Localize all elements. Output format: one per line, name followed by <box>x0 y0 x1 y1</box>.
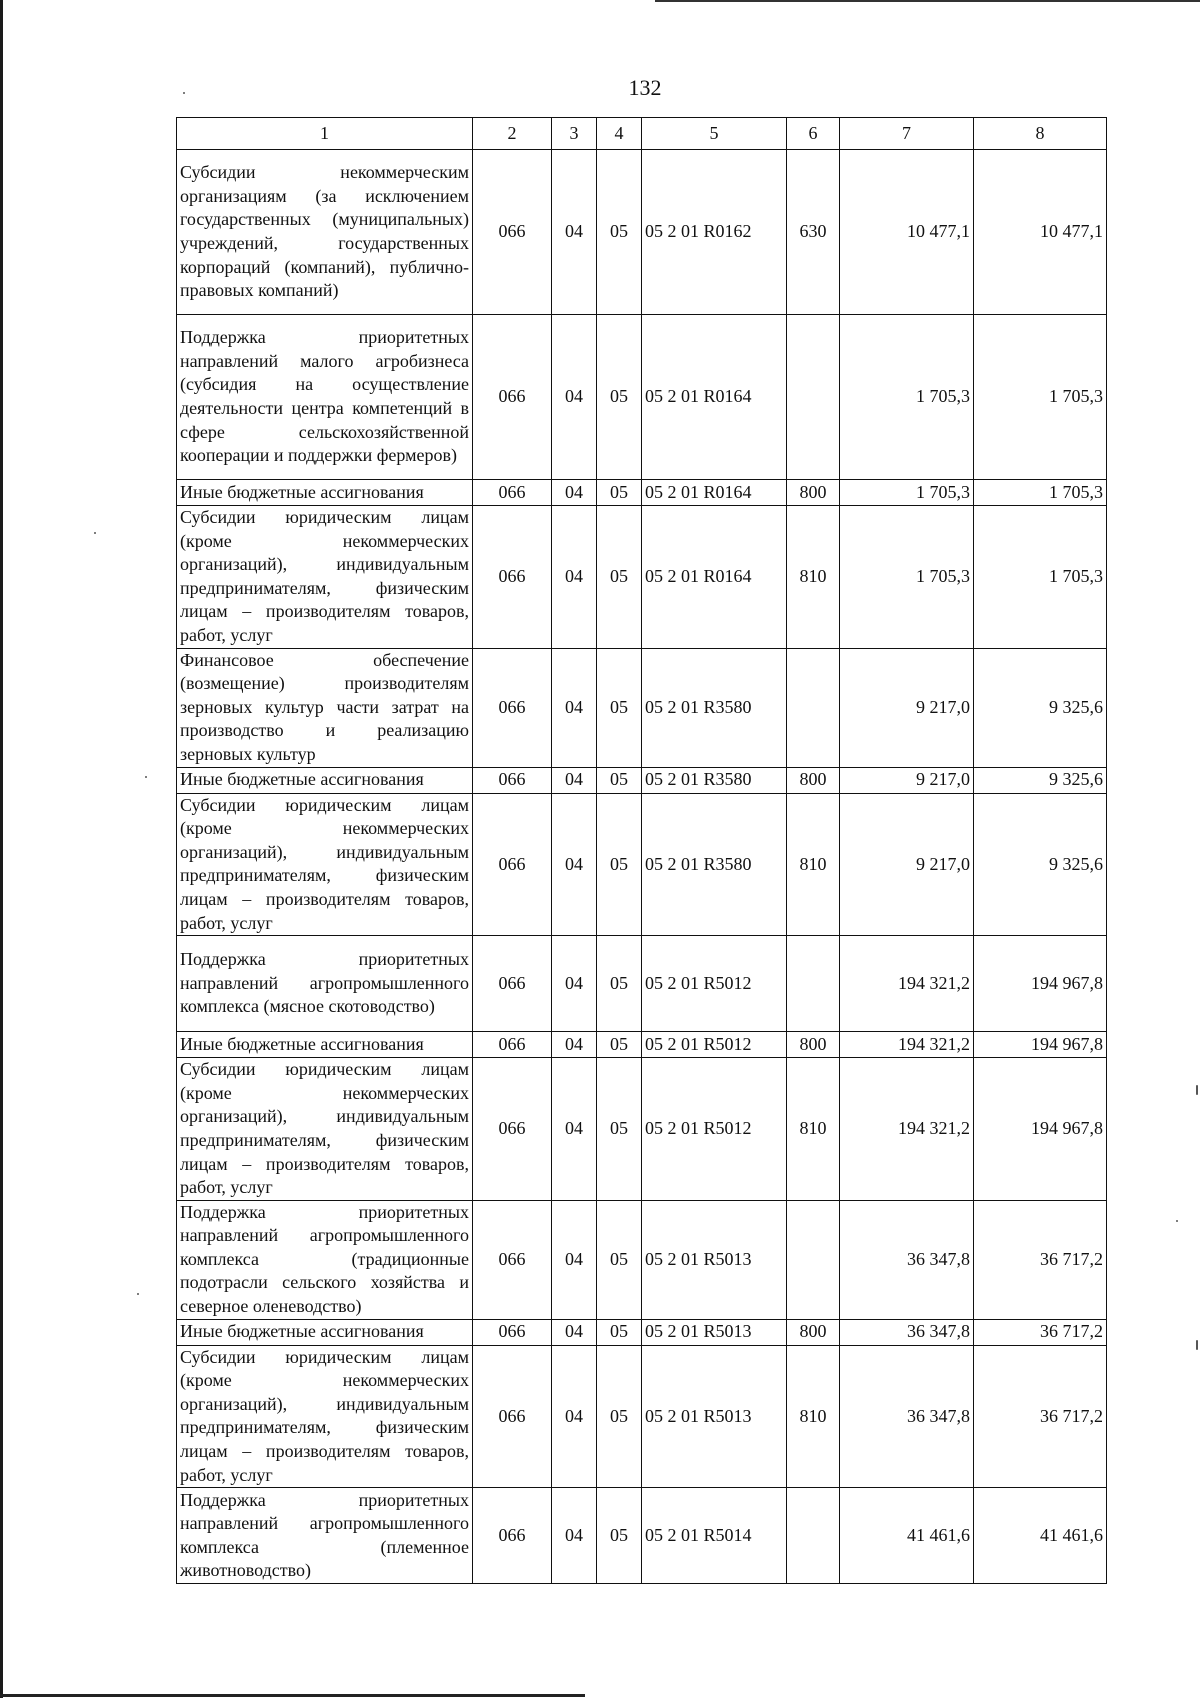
scan-speck <box>1196 1085 1198 1095</box>
table-row <box>177 1319 1107 1345</box>
cell-amount-2: 36 717,2 <box>974 1345 1107 1488</box>
cell-amount-1: 1 705,3 <box>840 315 974 480</box>
row-name: Поддержка приоритетных направлений малого агробизнеса (субсидия на осуществление деятельности центра компетенций в сфере сельскохозяйственной кооперации и поддержки фермеров) <box>177 315 473 480</box>
cell-expense-type <box>787 1200 840 1319</box>
cell-amount-1: 1 705,3 <box>840 480 974 506</box>
cell-amount-2: 194 967,8 <box>974 1032 1107 1058</box>
row-name: Поддержка приоритетных направлений агропромышленного комплекса (традиционные подотрасли сельского хозяйства и северное оленеводство) <box>177 1200 473 1319</box>
cell-amount-1: 9 217,0 <box>840 767 974 793</box>
cell-subsection: 05 <box>597 648 642 767</box>
cell-subsection: 05 <box>597 767 642 793</box>
table-row <box>177 1032 1107 1058</box>
cell-target-code: 05 2 01 R3580 <box>642 793 787 936</box>
cell-subsection: 05 <box>597 1032 642 1058</box>
budget-table <box>176 117 1107 1584</box>
cell-expense-type: 810 <box>787 506 840 649</box>
cell-amount-1: 36 347,8 <box>840 1345 974 1488</box>
table-row <box>177 480 1107 506</box>
scan-speck <box>94 532 96 534</box>
row-name: Финансовое обеспечение (возмещение) производителям зерновых культур части затрат на производство и реализацию зерновых культур <box>177 648 473 767</box>
cell-amount-1: 194 321,2 <box>840 1058 974 1201</box>
cell-section: 04 <box>552 793 597 936</box>
column-header: 6 <box>787 118 840 150</box>
cell-target-code: 05 2 01 R5012 <box>642 1032 787 1058</box>
table-row <box>177 1058 1107 1201</box>
cell-target-code: 05 2 01 R3580 <box>642 648 787 767</box>
table-row <box>177 648 1107 767</box>
cell-ministry: 066 <box>473 315 552 480</box>
table-row <box>177 150 1107 315</box>
row-name: Субсидии юридическим лицам (кроме некоммерческих организаций), индивидуальным предпринимателям, физическим лицам – производителям товаров, работ, услуг <box>177 1058 473 1201</box>
scan-speck <box>145 776 147 778</box>
cell-expense-type: 800 <box>787 480 840 506</box>
cell-section: 04 <box>552 767 597 793</box>
cell-target-code: 05 2 01 R5013 <box>642 1345 787 1488</box>
table-row <box>177 793 1107 936</box>
table-row <box>177 1200 1107 1319</box>
cell-subsection: 05 <box>597 315 642 480</box>
cell-target-code: 05 2 01 R5014 <box>642 1488 787 1584</box>
cell-ministry: 066 <box>473 1488 552 1584</box>
cell-expense-type: 800 <box>787 1319 840 1345</box>
cell-ministry: 066 <box>473 1319 552 1345</box>
cell-amount-2: 9 325,6 <box>974 648 1107 767</box>
cell-target-code: 05 2 01 R0162 <box>642 150 787 315</box>
scan-edge-bottom <box>0 1694 585 1697</box>
row-name: Поддержка приоритетных направлений агропромышленного комплекса (племенное животноводство) <box>177 1488 473 1584</box>
cell-subsection: 05 <box>597 1058 642 1201</box>
cell-amount-2: 194 967,8 <box>974 1058 1107 1201</box>
cell-amount-1: 9 217,0 <box>840 793 974 936</box>
cell-ministry: 066 <box>473 793 552 936</box>
cell-section: 04 <box>552 150 597 315</box>
row-name: Субсидии некоммерческим организациям (за исключением государственных (муниципальных) учреждений, государственных корпораций (компаний), публично-правовых компаний) <box>177 150 473 315</box>
cell-amount-1: 10 477,1 <box>840 150 974 315</box>
column-header: 1 <box>177 118 473 150</box>
cell-ministry: 066 <box>473 1200 552 1319</box>
cell-expense-type <box>787 936 840 1032</box>
scan-speck <box>1176 1220 1178 1222</box>
column-header: 8 <box>974 118 1107 150</box>
cell-ministry: 066 <box>473 1058 552 1201</box>
cell-amount-1: 194 321,2 <box>840 936 974 1032</box>
cell-subsection: 05 <box>597 480 642 506</box>
table-row <box>177 1345 1107 1488</box>
column-header: 5 <box>642 118 787 150</box>
cell-ministry: 066 <box>473 767 552 793</box>
scan-edge-left <box>0 0 3 1698</box>
cell-ministry: 066 <box>473 1032 552 1058</box>
cell-ministry: 066 <box>473 506 552 649</box>
row-name: Субсидии юридическим лицам (кроме некоммерческих организаций), индивидуальным предпринимателям, физическим лицам – производителям товаров, работ, услуг <box>177 506 473 649</box>
page-number: 132 <box>628 75 662 100</box>
cell-target-code: 05 2 01 R5012 <box>642 936 787 1032</box>
cell-subsection: 05 <box>597 506 642 649</box>
cell-expense-type: 810 <box>787 1058 840 1201</box>
cell-section: 04 <box>552 315 597 480</box>
cell-subsection: 05 <box>597 936 642 1032</box>
cell-section: 04 <box>552 1058 597 1201</box>
cell-target-code: 05 2 01 R5013 <box>642 1319 787 1345</box>
column-header: 4 <box>597 118 642 150</box>
cell-amount-2: 1 705,3 <box>974 315 1107 480</box>
cell-target-code: 05 2 01 R5013 <box>642 1200 787 1319</box>
cell-subsection: 05 <box>597 1319 642 1345</box>
cell-target-code: 05 2 01 R0164 <box>642 506 787 649</box>
cell-ministry: 066 <box>473 480 552 506</box>
row-name: Субсидии юридическим лицам (кроме некоммерческих организаций), индивидуальным предпринимателям, физическим лицам – производителям товаров, работ, услуг <box>177 793 473 936</box>
cell-amount-2: 1 705,3 <box>974 480 1107 506</box>
table-row <box>177 936 1107 1032</box>
cell-amount-2: 194 967,8 <box>974 936 1107 1032</box>
cell-amount-1: 9 217,0 <box>840 648 974 767</box>
cell-section: 04 <box>552 1345 597 1488</box>
scan-edge-top <box>655 0 1200 2</box>
cell-section: 04 <box>552 936 597 1032</box>
column-header: 7 <box>840 118 974 150</box>
row-name: Иные бюджетные ассигнования <box>177 480 473 506</box>
cell-section: 04 <box>552 1200 597 1319</box>
cell-section: 04 <box>552 1032 597 1058</box>
cell-expense-type: 810 <box>787 1345 840 1488</box>
cell-amount-2: 9 325,6 <box>974 767 1107 793</box>
cell-ministry: 066 <box>473 936 552 1032</box>
cell-expense-type <box>787 1488 840 1584</box>
column-header: 2 <box>473 118 552 150</box>
row-name: Иные бюджетные ассигнования <box>177 767 473 793</box>
cell-expense-type <box>787 315 840 480</box>
cell-subsection: 05 <box>597 150 642 315</box>
cell-subsection: 05 <box>597 1345 642 1488</box>
scan-speck <box>137 1293 139 1295</box>
cell-amount-2: 10 477,1 <box>974 150 1107 315</box>
cell-expense-type: 630 <box>787 150 840 315</box>
cell-target-code: 05 2 01 R3580 <box>642 767 787 793</box>
cell-target-code: 05 2 01 R0164 <box>642 315 787 480</box>
cell-expense-type: 810 <box>787 793 840 936</box>
cell-section: 04 <box>552 1319 597 1345</box>
table-row <box>177 506 1107 649</box>
table-row <box>177 1488 1107 1584</box>
cell-subsection: 05 <box>597 1488 642 1584</box>
cell-ministry: 066 <box>473 648 552 767</box>
cell-amount-1: 36 347,8 <box>840 1200 974 1319</box>
cell-ministry: 066 <box>473 1345 552 1488</box>
cell-amount-1: 41 461,6 <box>840 1488 974 1584</box>
cell-subsection: 05 <box>597 793 642 936</box>
cell-expense-type <box>787 648 840 767</box>
header-row <box>177 118 1107 150</box>
cell-section: 04 <box>552 506 597 649</box>
cell-amount-2: 1 705,3 <box>974 506 1107 649</box>
column-header: 3 <box>552 118 597 150</box>
cell-expense-type: 800 <box>787 767 840 793</box>
row-name: Субсидии юридическим лицам (кроме некоммерческих организаций), индивидуальным предпринимателям, физическим лицам – производителям товаров, работ, услуг <box>177 1345 473 1488</box>
cell-amount-2: 9 325,6 <box>974 793 1107 936</box>
cell-amount-2: 36 717,2 <box>974 1200 1107 1319</box>
table-row <box>177 315 1107 480</box>
cell-amount-2: 36 717,2 <box>974 1319 1107 1345</box>
cell-target-code: 05 2 01 R0164 <box>642 480 787 506</box>
cell-section: 04 <box>552 648 597 767</box>
table-row <box>177 767 1107 793</box>
row-name: Иные бюджетные ассигнования <box>177 1032 473 1058</box>
cell-amount-2: 41 461,6 <box>974 1488 1107 1584</box>
cell-amount-1: 1 705,3 <box>840 506 974 649</box>
cell-amount-1: 36 347,8 <box>840 1319 974 1345</box>
cell-amount-1: 194 321,2 <box>840 1032 974 1058</box>
cell-ministry: 066 <box>473 150 552 315</box>
row-name: Поддержка приоритетных направлений агропромышленного комплекса (мясное скотоводство) <box>177 936 473 1032</box>
cell-expense-type: 800 <box>787 1032 840 1058</box>
cell-subsection: 05 <box>597 1200 642 1319</box>
cell-section: 04 <box>552 1488 597 1584</box>
row-name: Иные бюджетные ассигнования <box>177 1319 473 1345</box>
cell-target-code: 05 2 01 R5012 <box>642 1058 787 1201</box>
scan-speck <box>1196 1340 1198 1350</box>
cell-section: 04 <box>552 480 597 506</box>
